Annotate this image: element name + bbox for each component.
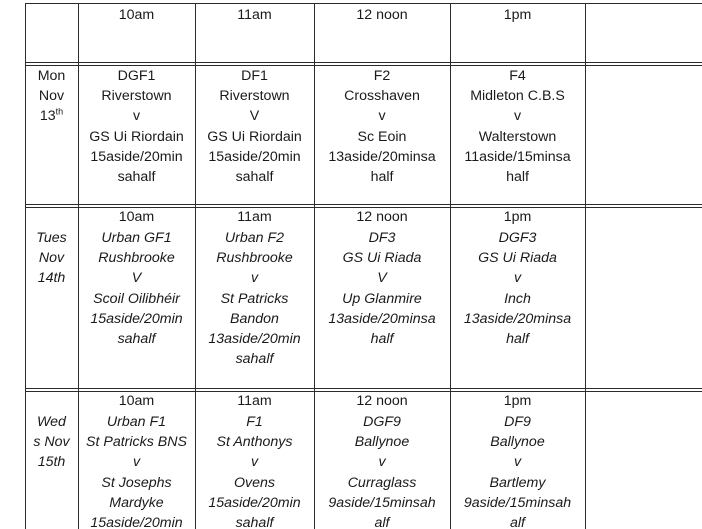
- time-slot: 11am: [237, 393, 272, 409]
- day-label: Wed s Nov 15th: [33, 414, 70, 471]
- fixture-cell: F4 Midleton C.B.S v Walterstown 11aside/15minsa half: [464, 68, 571, 186]
- time-slot: 11am: [237, 209, 272, 225]
- time-slot: 12 noon: [356, 209, 408, 225]
- fixture-cell: DF9 Ballynoe v Bartlemy 9aside/15minsah alf: [463, 414, 572, 529]
- day-label: Mon Nov 13th: [37, 68, 66, 125]
- fixture-cell: DF3 GS Ui Riada V Up Glanmire 13aside/20minsa half: [328, 230, 436, 348]
- time-slot: 12 noon: [356, 393, 408, 409]
- grid-line: [25, 3, 702, 4]
- fixture-cell: DGF1 Riverstown v GS Ui Riordain 15aside/20min sahalf: [89, 68, 184, 186]
- time-slot: 10am: [118, 7, 155, 23]
- day-label: Tues Nov 14th: [36, 230, 67, 287]
- fixture-cell: Urban F1 St Patricks BNS v St Josephs Mardyke 15aside/20min: [86, 414, 187, 529]
- fixture-cell: F1 St Anthonys v Ovens 15aside/20min sahalf: [208, 414, 301, 529]
- grid-line: [585, 3, 586, 529]
- fixture-cell: Urban GF1 Rushbrooke V Scoil Oilibhéir 15aside/20min sahalf: [90, 230, 183, 348]
- grid-line: [25, 62, 702, 63]
- grid-line: [25, 204, 702, 205]
- fixture-cell: DGF3 GS Ui Riada v Inch 13aside/20minsa half: [463, 230, 572, 348]
- grid-line: [25, 388, 702, 389]
- fixture-cell: DGF9 Ballynoe v Curraglass 9aside/15minsah alf: [328, 414, 436, 529]
- time-slot: 10am: [118, 393, 155, 409]
- time-slot: 10am: [118, 209, 155, 225]
- time-slot: 12 noon: [356, 7, 408, 23]
- time-slot: 1pm: [503, 209, 532, 225]
- time-slot: 1pm: [503, 393, 532, 409]
- time-slot: 11am: [237, 7, 272, 23]
- fixture-cell: Urban F2 Rushbrooke v St Patricks Bandon 13aside/20min sahalf: [208, 230, 301, 368]
- time-slot: 1pm: [503, 7, 532, 23]
- fixture-cell: F2 Crosshaven v Sc Eoin 13aside/20minsa half: [328, 68, 436, 186]
- fixture-cell: DF1 Riverstown V GS Ui Riordain 15aside/20min sahalf: [207, 68, 302, 186]
